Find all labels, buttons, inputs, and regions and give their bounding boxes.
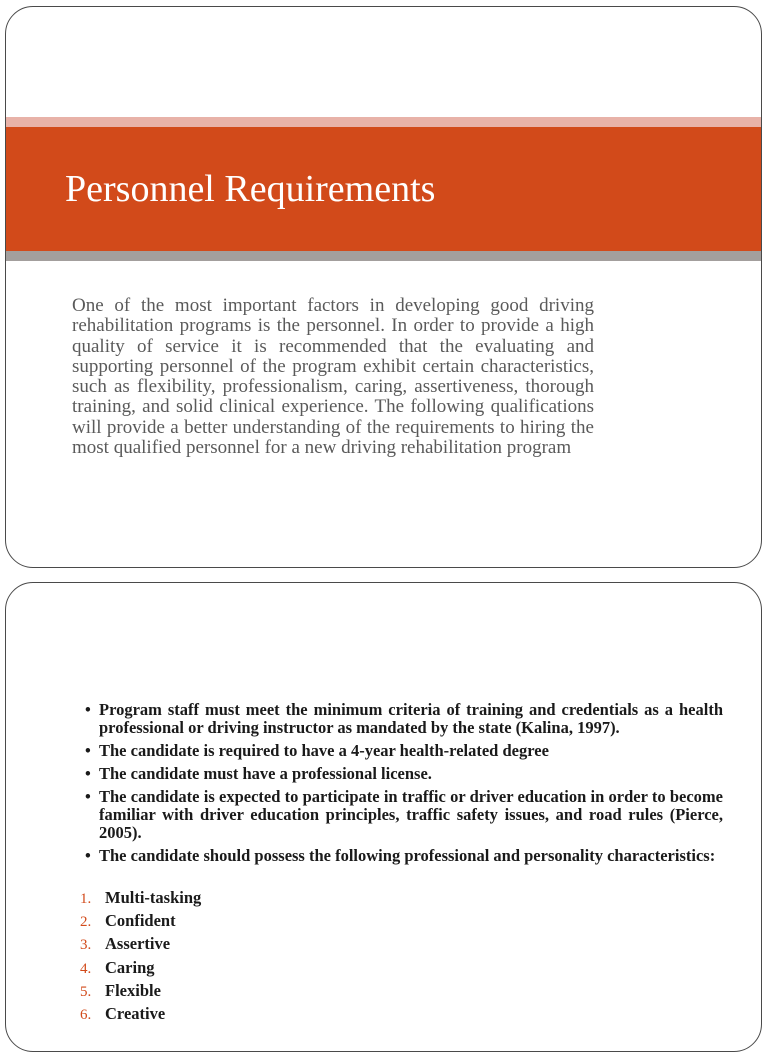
slide-qualifications xyxy=(5,582,762,1052)
characteristic-item xyxy=(80,934,201,957)
item-number: 1. xyxy=(80,891,92,907)
slide-personnel-requirements xyxy=(5,6,762,568)
characteristic-label: Creative xyxy=(105,1003,166,1023)
bullet-icon: • xyxy=(85,787,91,806)
characteristic-item xyxy=(80,911,201,934)
intro-paragraph: One of the most important factors in developing good driving rehabilitation programs is the personnel. In order to provide a high quality of service it is recommended that the evaluating and supporting personnel of the program exhibit certain characteristics, such as flexibility, professionalism, caring, assertiveness, thorough training, and solid clinical experience. The following qualifications will provide a better understanding of the requirements to hiring the most qualified personnel for a new driving rehabilitation program xyxy=(72,295,594,459)
characteristic-item xyxy=(80,958,201,981)
requirement-item xyxy=(79,847,723,865)
bullet-icon: • xyxy=(85,846,91,865)
characteristic-item xyxy=(80,888,201,911)
characteristic-label: Multi-tasking xyxy=(105,888,202,907)
characteristic-label: Flexible xyxy=(105,980,161,1000)
requirement-item xyxy=(79,788,723,842)
characteristic-label: Assertive xyxy=(105,934,171,954)
requirement-item xyxy=(79,742,723,760)
requirement-text: Program staff must meet the minimum criteria of training and credentials as a health professional or driving instructor as mandated by the state (Kalina, 1997). xyxy=(99,700,723,737)
bullet-icon: • xyxy=(85,764,91,783)
characteristics-list xyxy=(80,888,201,1027)
bullet-icon: • xyxy=(85,741,91,760)
item-number: 3. xyxy=(80,937,92,954)
title-band-bottom-accent xyxy=(6,251,761,261)
item-number: 4. xyxy=(80,960,92,977)
item-number: 6. xyxy=(80,1006,92,1023)
requirement-text: The candidate must have a professional license. xyxy=(99,764,432,783)
characteristic-item xyxy=(80,981,201,1004)
slide-title: Personnel Requirements xyxy=(65,168,436,210)
requirements-list xyxy=(79,701,723,870)
requirement-text: The candidate is required to have a 4-year health-related degree xyxy=(99,741,549,760)
characteristic-label: Caring xyxy=(105,957,155,977)
requirement-text: The candidate should possess the following professional and personality characteristics: xyxy=(99,846,716,865)
item-number: 2. xyxy=(80,914,92,931)
characteristic-label: Confident xyxy=(105,911,176,931)
requirement-item xyxy=(79,701,723,737)
requirement-text: The candidate is expected to participate in traffic or driver education in order to become familiar with driver education principles, traffic safety issues, and road rules (Pierce, 2005). xyxy=(99,787,723,842)
requirement-item xyxy=(79,765,723,783)
title-band-top-accent xyxy=(6,117,761,127)
item-number: 5. xyxy=(80,983,92,1000)
bullet-icon: • xyxy=(85,700,91,719)
